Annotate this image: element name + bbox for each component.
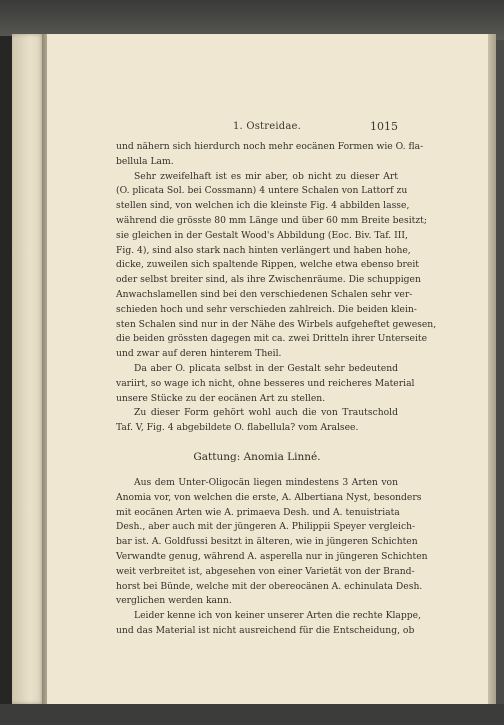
text-line: Leider kenne ich von keiner unserer Arten die rechte Klappe, [134, 610, 422, 622]
text-line: unsere Stücke zu der eocänen Art zu stellen. [116, 392, 326, 404]
text-line: Zu dieser Form gehört wohl auch die von Trautschold [134, 407, 398, 419]
text-line: dicke, zuweilen sich spaltende Rippen, welche etwa ebenso breit [116, 259, 419, 271]
page-edge-right [488, 34, 496, 704]
text-line: sten Schalen sind nur in der Nähe des Wirbels aufgeheftet gewesen, [116, 318, 437, 330]
section-gap [116, 436, 398, 448]
text-line: während die grösste 80 mm Länge und über 60 mm Breite besitzt; [116, 214, 427, 226]
text-line: Taf. V, Fig. 4 abgebildete O. flabellula? vom Aralsee. [116, 422, 359, 434]
running-title: 1. Ostreidae. [233, 121, 302, 132]
left-page-stack [12, 34, 45, 704]
text-line: weit verbreitet ist, abgesehen von einer Varietät von der Brand- [116, 565, 415, 577]
text-line: und zwar auf deren hinterem Theil. [116, 348, 282, 360]
text-line: sie gleichen in der Gestalt Wood's Abbildung (Eoc. Biv. Taf. III, [116, 229, 408, 241]
text-line: und nähern sich hierdurch noch mehr eocänen Formen wie O. fla- [116, 141, 424, 152]
page-number: 1015 [370, 120, 398, 133]
text-line: und das Material ist nicht ausreichend für die Entscheidung, ob [116, 624, 415, 636]
text-line: Desh., aber auch mit der jüngeren A. Philippii Speyer vergleich- [116, 521, 416, 533]
text-line: verglichen werden kann. [116, 595, 232, 607]
text-line: Anomia vor, von welchen die erste, A. Albertiana Nyst, besonders [116, 491, 422, 503]
text-line: Fig. 4), sind also stark nach hinten verlängert und haben hohe, [116, 244, 411, 256]
text-line: Anwachslamellen sind bei den verschiedenen Schalen sehr ver- [116, 288, 413, 300]
text-line: die beiden grössten dagegen mit ca. zwei Dritteln ihrer Unterseite [116, 333, 428, 345]
text-line: stellen sind, von welchen ich die kleinste Fig. 4 abbilden lasse, [116, 200, 410, 212]
running-header [116, 117, 398, 135]
text-line: Sehr zweifelhaft ist es mir aber, ob nicht zu dieser Art [134, 170, 398, 182]
text-line: Verwandte genug, während A. asperella nur in jüngeren Schichten [116, 550, 428, 562]
background-bottom [0, 704, 504, 725]
section-gap [116, 466, 398, 476]
text-line: bar ist. A. Goldfussi besitzt in älteren, wie in jüngeren Schichten [116, 536, 418, 548]
text-line: (O. plicata Sol. bei Cossmann) 4 untere Schalen von Lattorf zu [116, 185, 408, 197]
text-line: schieden hoch und sehr verschieden zahlreich. Die beiden klein- [116, 303, 417, 315]
text-line: Aus dem Unter-Oligocän liegen mindestens 3 Arten von [134, 476, 398, 488]
book-cover-edge [0, 36, 12, 725]
text-line: mit eocänen Arten wie A. primaeva Desh. und A. tenuistriata [116, 506, 400, 518]
section-heading: Gattung: Anomia Linné. [193, 450, 321, 463]
text-line: bellula Lam. [116, 155, 174, 167]
text-line: Da aber O. plicata selbst in der Gestalt sehr bedeutend [134, 362, 398, 374]
text-line: variirt, so wage ich nicht, ohne besseres und reicheres Material [116, 377, 415, 389]
body-text [116, 140, 437, 639]
text-line: horst bei Bünde, welche mit der obereocänen A. echinulata Desh. [116, 580, 423, 592]
text-line: oder selbst breiter sind, als ihre Zwischenräume. Die schuppigen [116, 274, 421, 286]
